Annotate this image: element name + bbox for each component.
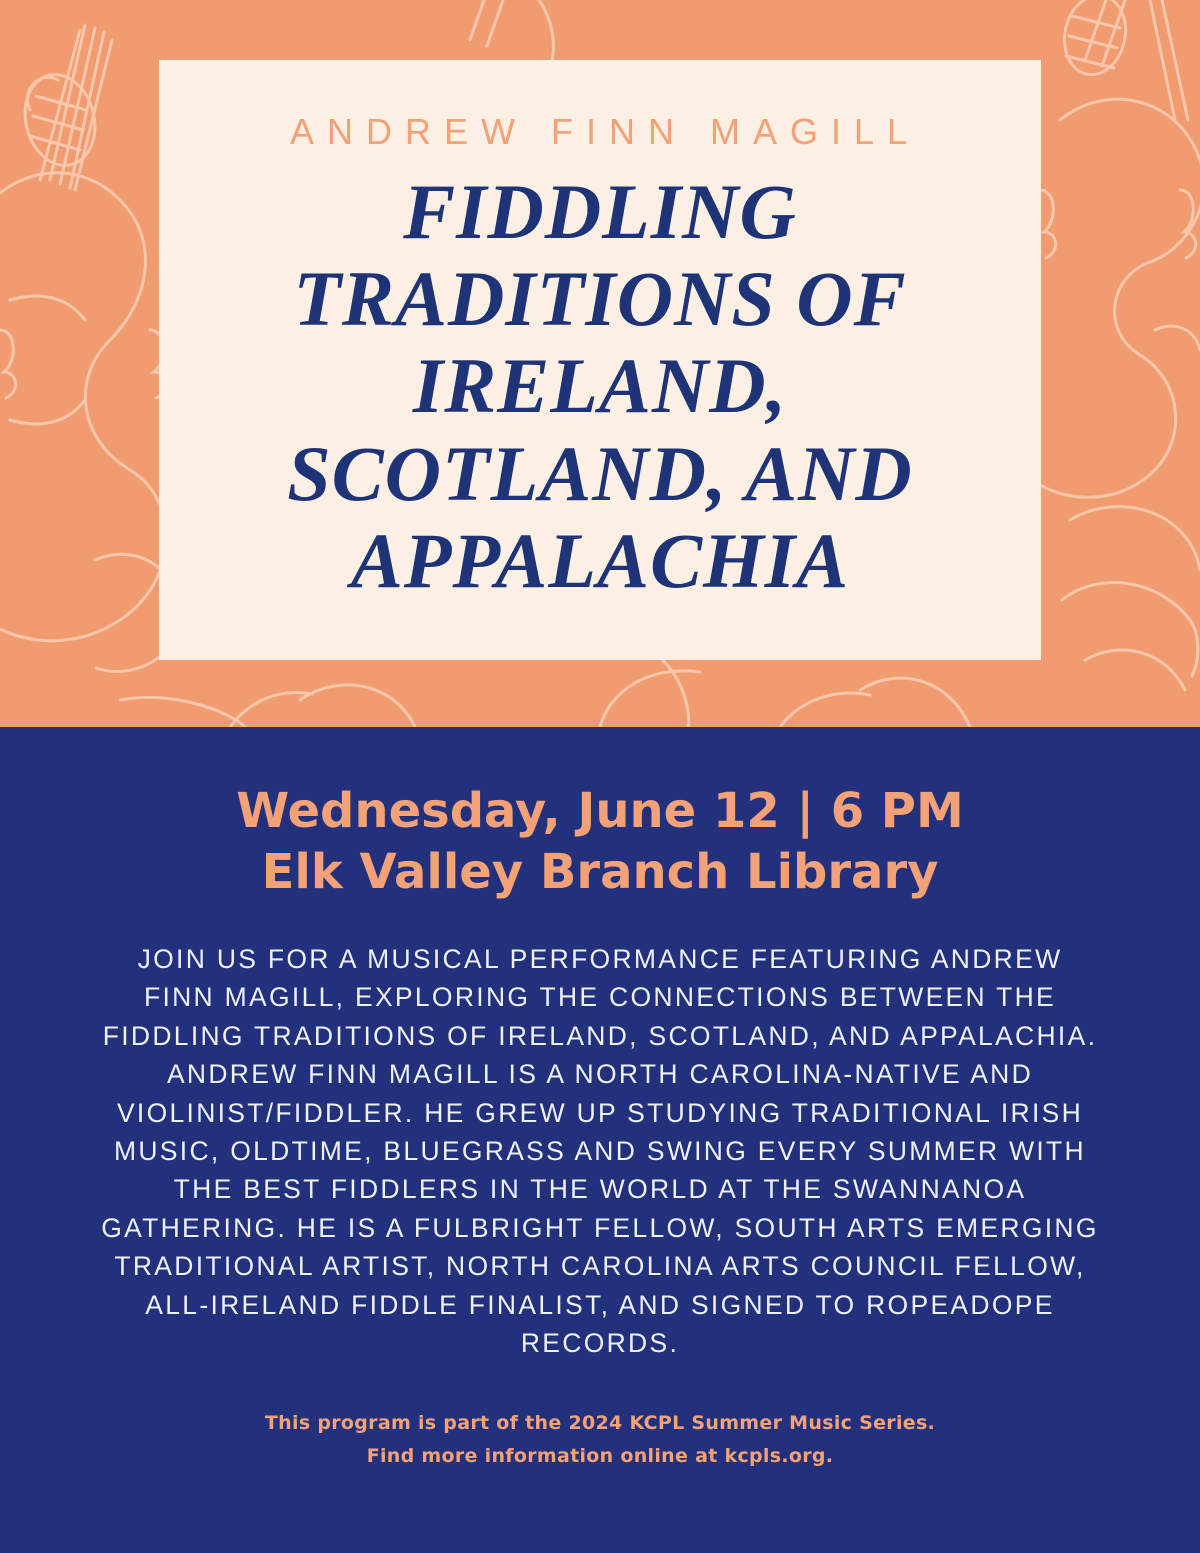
poster-footer: [60, 1407, 1140, 1474]
event-description: [100, 940, 1100, 1363]
event-datetime: Wednesday, June 12 | 6 PM: [236, 783, 964, 839]
poster-top-section: [0, 0, 1200, 727]
title-card: [159, 60, 1041, 660]
page-title: FIDDLING TRADITIONS OF IRELAND, SCOTLAND, AND APPALACHIA: [287, 167, 913, 605]
poster-bottom-section: [0, 727, 1200, 1553]
footer-website-note: Find more information online at kcpls.org.: [366, 1444, 834, 1467]
artist-name: ANDREW FINN MAGILL: [289, 111, 921, 152]
footer-series-note: This program is part of the 2024 KCPL Summer Music Series.: [264, 1411, 936, 1434]
event-location: Elk Valley Branch Library: [261, 844, 939, 901]
description-paragraph-2: ANDREW FINN MAGILL IS A NORTH CAROLINA-NATIVE AND VIOLINIST/FIDDLER. HE GREW UP STUDYING TRADITIONAL IRISH MUSIC, OLDTIME, BLUEGRASS AND SWING EVERY SUMMER WITH THE BEST FIDDLERS IN THE WORLD AT THE SWANNANOA GATHERING. HE IS A FULBRIGHT FELLOW, SOUTH ARTS EMERGING TRADITIONAL ARTIST, NORTH CAROLINA ARTS COUNCIL FELLOW, ALL-IRELAND FIDDLE FINALIST, AND SIGNED TO ROPEADOPE RECORDS.: [101, 1059, 1099, 1359]
description-paragraph-1: JOIN US FOR A MUSICAL PERFORMANCE FEATURING ANDREW FINN MAGILL, EXPLORING THE CONNECTIONS BETWEEN THE FIDDLING TRADITIONS OF IRELAND, SCOTLAND, AND APPALACHIA.: [102, 943, 1098, 1051]
